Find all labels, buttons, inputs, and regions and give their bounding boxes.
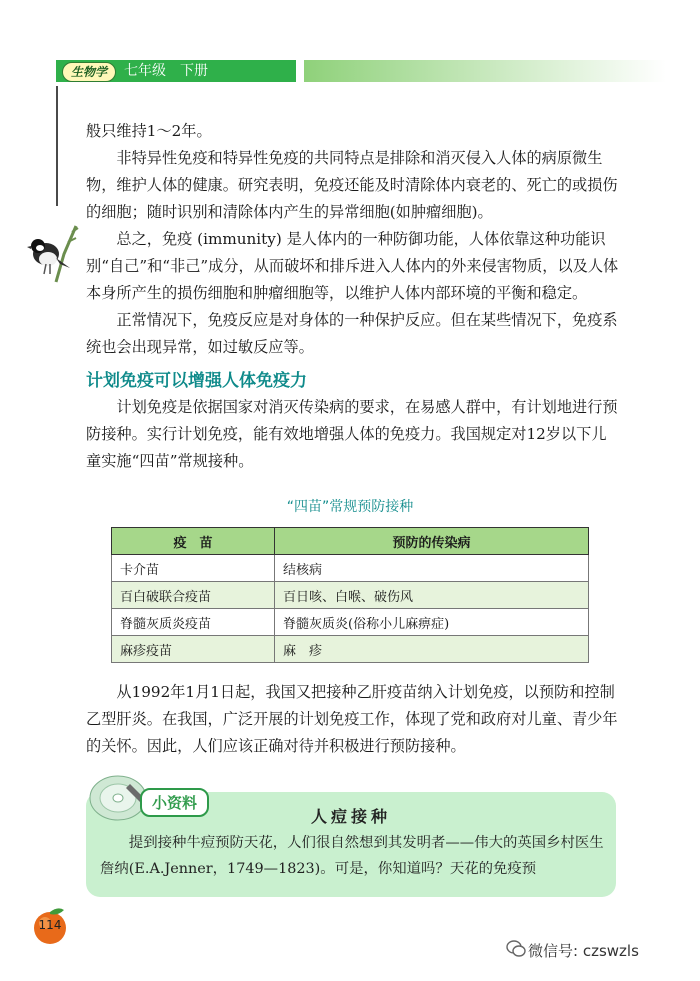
- table-cell: 百日咳、白喉、破伤风: [275, 582, 589, 609]
- margin-rule: [56, 86, 58, 206]
- table-row: [112, 555, 589, 582]
- page-number-text: 114: [38, 918, 62, 932]
- paragraph-hepatitis-b: 从1992年1月1日起，我国又把接种乙肝疫苗纳入计划免疫，以预防和控制乙型肝炎。在我国，广泛开展的计划免疫工作，体现了党和政府对儿童、青少年的关怀。因此，人们应该正确对待并积极进行预防接种。: [86, 683, 618, 755]
- table-header-disease: 预防的传染病: [275, 528, 589, 555]
- bird-icon: [26, 224, 80, 286]
- grade-label: 七年级 下册: [124, 63, 208, 79]
- info-label: 小资料: [140, 788, 209, 817]
- table-caption: “四苗”常规预防接种: [286, 499, 414, 515]
- paragraph-abnormal-response: 正常情况下，免疫反应是对身体的一种保护反应。但在某些情况下，免疫系统也会出现异常，如过敏反应等。: [86, 311, 618, 356]
- info-title: 人痘接种: [310, 807, 391, 826]
- table-header-vaccine: 疫 苗: [112, 528, 275, 555]
- table-header-row: [112, 528, 589, 555]
- subject-logo: 生物学: [62, 62, 116, 82]
- watermark-text: 微信号: czswzls: [528, 942, 639, 960]
- page-number: [30, 906, 70, 946]
- info-text: 提到接种牛痘预防天花，人们很自然想到其发明者——伟大的英国乡村医生詹纳(E.A.Jenner，1749—1823)。可是，你知道吗？天花的免疫预: [100, 835, 604, 877]
- paragraph-common-features: 非特异性免疫和特异性免疫的共同特点是排除和消灭侵入人体的病原微生物，维护人体的健康。研究表明，免疫还能及时清除体内衰老的、死亡的或损伤的细胞；随时识别和清除体内产生的异常细胞(如肿瘤细胞)。: [86, 149, 618, 221]
- table-cell: 脊髓灰质炎疫苗: [112, 609, 275, 636]
- table-cell: 麻疹疫苗: [112, 636, 275, 663]
- paragraph-immunity-definition: 总之，免疫 (immunity) 是人体内的一种防御功能，人体依靠这种功能识别“自己”和“非己”成分，从而破坏和排斥进入人体内的外来侵害物质，以及人体本身所产生的损伤细胞和肿瘤细胞等，以维护人体内部环境的平衡和稳定。: [86, 230, 619, 302]
- table-cell: 百白破联合疫苗: [112, 582, 275, 609]
- table-cell: 卡介苗: [112, 555, 275, 582]
- paragraph-planned-immunization: 计划免疫是依据国家对消灭传染病的要求，在易感人群中，有计划地进行预防接种。实行计划免疫，能有效地增强人体的免疫力。我国规定对12岁以下儿童实施“四苗”常规接种。: [86, 398, 618, 470]
- table-row: [112, 609, 589, 636]
- header-band-right: [304, 60, 666, 82]
- table-cell: 结核病: [275, 555, 589, 582]
- page-header: [56, 60, 666, 86]
- table-cell: 麻 疹: [275, 636, 589, 663]
- table-row: [112, 636, 589, 663]
- vaccine-table: [111, 527, 589, 663]
- paragraph-continued: 般只维持1～2年。: [86, 122, 212, 140]
- table-row: [112, 582, 589, 609]
- table-cell: 脊髓灰质炎(俗称小儿麻痹症): [275, 609, 589, 636]
- wechat-icon: [506, 940, 526, 958]
- header-band-left: [56, 60, 296, 82]
- section-title: 计划免疫可以增强人体免疫力: [86, 371, 307, 391]
